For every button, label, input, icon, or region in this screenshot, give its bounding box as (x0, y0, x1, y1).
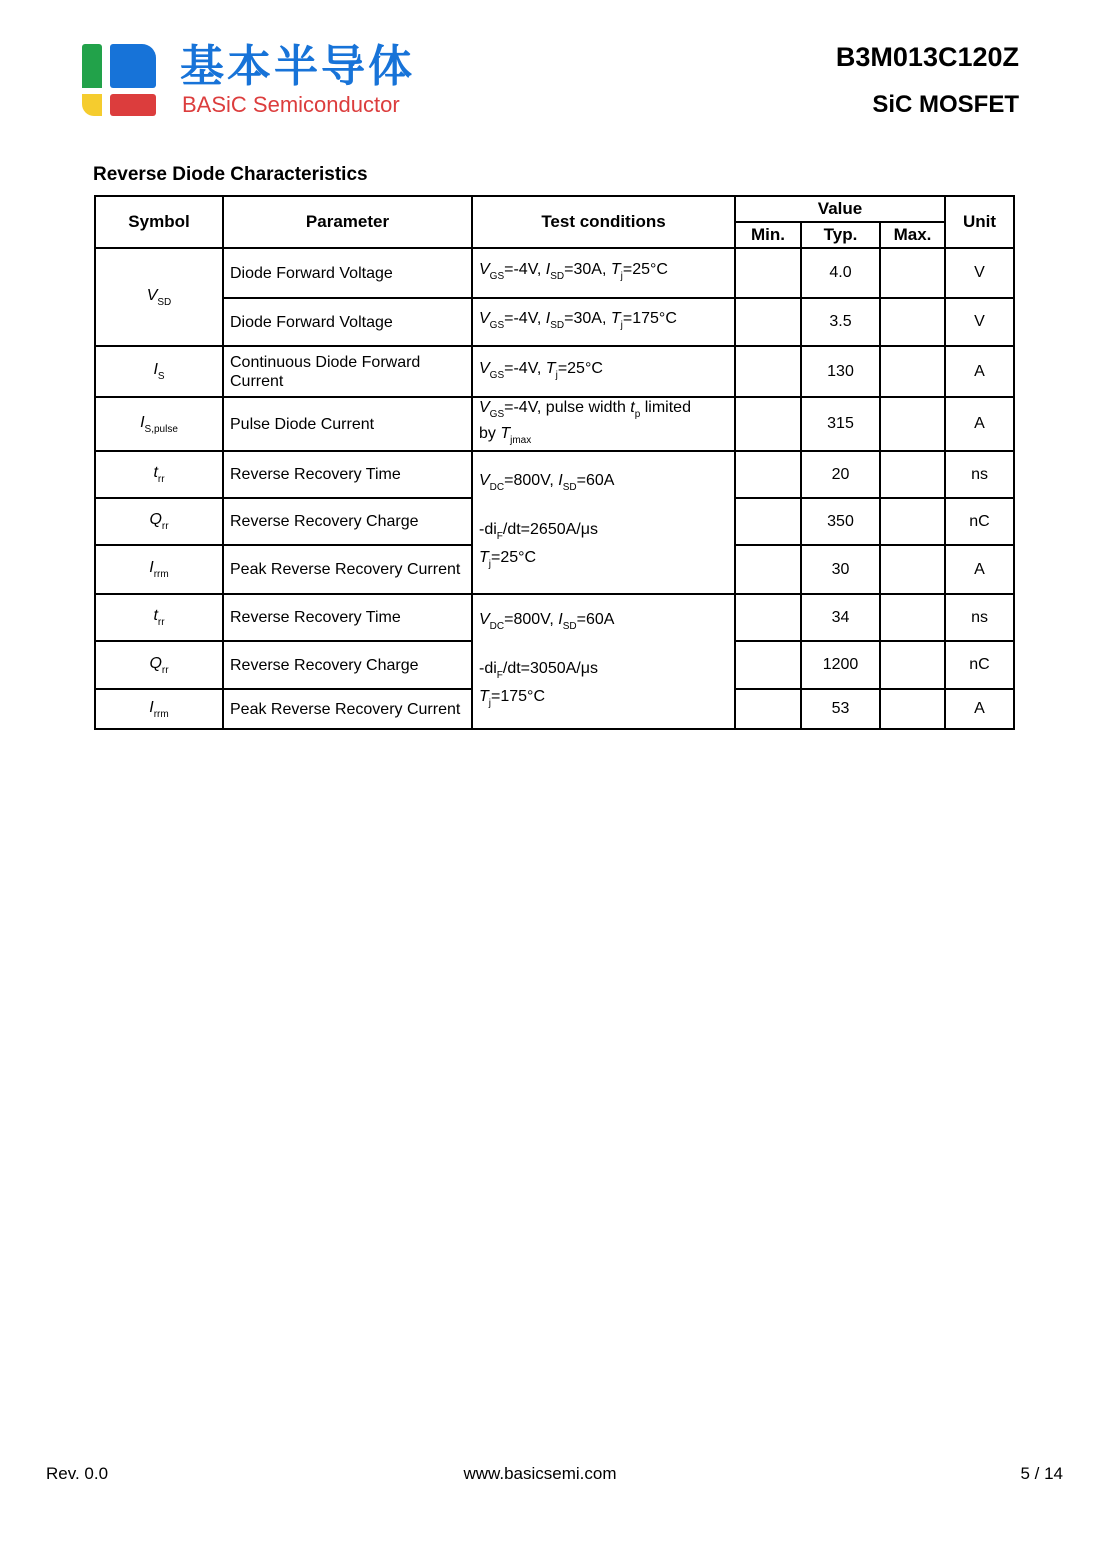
symbol-cell: $I_{rrm}$ (95, 689, 223, 729)
max-cell (880, 248, 945, 298)
footer-website[interactable]: www.basicsemi.com (463, 1464, 617, 1483)
col-value: Value (735, 196, 945, 222)
col-unit: Unit (945, 196, 1014, 248)
section-title: Reverse Diode Characteristics (93, 164, 368, 185)
parameter-cell: Continuous Diode Forward Current (223, 346, 472, 397)
max-cell (880, 594, 945, 641)
symbol-cell: $V_{SD}$ (95, 248, 223, 346)
symbol-cell: $I_S$ (95, 346, 223, 397)
col-min: Min. (735, 222, 801, 248)
condition-cell: $V_{DC}=800V$, $I_{SD}=60A$ $-di_F/dt=2650A/\mu s$ $T_j=25^\circ C$ (472, 451, 735, 594)
table-row (95, 397, 1014, 451)
condition-cell: $V_{GS}=-4V$, $I_{SD}=30A$, $T_j=25^\circ C$ (472, 248, 735, 298)
logo-green-block (82, 44, 102, 88)
unit-cell: A (945, 346, 1014, 397)
typ-cell: 1200 (801, 641, 880, 689)
company-logo (80, 42, 420, 122)
reverse-diode-table (94, 195, 1015, 730)
logo-blue-block (110, 44, 156, 88)
typ-cell: 30 (801, 545, 880, 594)
company-name-cn: 基本半导体 (180, 41, 415, 92)
condition-cell: $V_{GS}=-4V$, pulse width $t_p$ limited by $T_{jmax}$ (472, 397, 735, 451)
min-cell (735, 248, 801, 298)
max-cell (880, 298, 945, 346)
col-max: Max. (880, 222, 945, 248)
unit-cell: nC (945, 641, 1014, 689)
min-cell (735, 689, 801, 729)
typ-cell: 315 (801, 397, 880, 451)
table-row (95, 451, 1014, 498)
unit-cell: nC (945, 498, 1014, 545)
symbol-cell: $Q_{rr}$ (95, 498, 223, 545)
typ-cell: 350 (801, 498, 880, 545)
device-type: SiC MOSFET (872, 91, 1019, 118)
parameter-cell: Peak Reverse Recovery Current (223, 545, 472, 594)
min-cell (735, 451, 801, 498)
symbol-cell: $Q_{rr}$ (95, 641, 223, 689)
max-cell (880, 641, 945, 689)
typ-cell: 4.0 (801, 248, 880, 298)
unit-cell: V (945, 298, 1014, 346)
footer-revision: Rev. 0.0 (46, 1464, 109, 1483)
logo-red-block (110, 94, 156, 116)
symbol-cell: $t_{rr}$ (95, 451, 223, 498)
unit-cell: A (945, 545, 1014, 594)
max-cell (880, 498, 945, 545)
max-cell (880, 689, 945, 729)
unit-cell: V (945, 248, 1014, 298)
col-typ: Typ. (801, 222, 880, 248)
typ-cell: 53 (801, 689, 880, 729)
company-name-en: BASiC Semiconductor (182, 92, 400, 117)
parameter-cell: Diode Forward Voltage (223, 298, 472, 346)
parameter-cell: Reverse Recovery Time (223, 451, 472, 498)
typ-cell: 3.5 (801, 298, 880, 346)
col-symbol: Symbol (95, 196, 223, 248)
min-cell (735, 641, 801, 689)
col-parameter: Parameter (223, 196, 472, 248)
min-cell (735, 346, 801, 397)
max-cell (880, 346, 945, 397)
condition-cell: $V_{DC}=800V$, $I_{SD}=60A$ $-di_F/dt=3050A/\mu s$ $T_j=175^\circ C$ (472, 594, 735, 729)
min-cell (735, 397, 801, 451)
symbol-cell: $t_{rr}$ (95, 594, 223, 641)
unit-cell: A (945, 397, 1014, 451)
max-cell (880, 397, 945, 451)
part-number: B3M013C120Z (835, 42, 1019, 72)
table-row (95, 346, 1014, 397)
table-row (95, 248, 1014, 298)
symbol-cell: $I_{S,pulse}$ (95, 397, 223, 451)
table-row (95, 594, 1014, 641)
typ-cell: 130 (801, 346, 880, 397)
parameter-cell: Diode Forward Voltage (223, 248, 472, 298)
parameter-cell: Pulse Diode Current (223, 397, 472, 451)
unit-cell: ns (945, 594, 1014, 641)
condition-cell: $V_{GS}=-4V$, $T_j=25^\circ C$ (472, 346, 735, 397)
symbol-cell: $I_{rrm}$ (95, 545, 223, 594)
max-cell (880, 545, 945, 594)
min-cell (735, 545, 801, 594)
parameter-cell: Reverse Recovery Charge (223, 641, 472, 689)
typ-cell: 20 (801, 451, 880, 498)
typ-cell: 34 (801, 594, 880, 641)
max-cell (880, 451, 945, 498)
min-cell (735, 594, 801, 641)
header-row (95, 196, 1014, 222)
parameter-cell: Reverse Recovery Time (223, 594, 472, 641)
parameter-cell: Reverse Recovery Charge (223, 498, 472, 545)
table-row (95, 298, 1014, 346)
min-cell (735, 498, 801, 545)
footer-page-number: 5 / 14 (1020, 1464, 1063, 1483)
parameter-cell: Peak Reverse Recovery Current (223, 689, 472, 729)
min-cell (735, 298, 801, 346)
col-test-conditions: Test conditions (472, 196, 735, 248)
unit-cell: ns (945, 451, 1014, 498)
unit-cell: A (945, 689, 1014, 729)
condition-cell: $V_{GS}=-4V$, $I_{SD}=30A$, $T_j=175^\circ C$ (472, 298, 735, 346)
logo-yellow-block (82, 94, 102, 116)
